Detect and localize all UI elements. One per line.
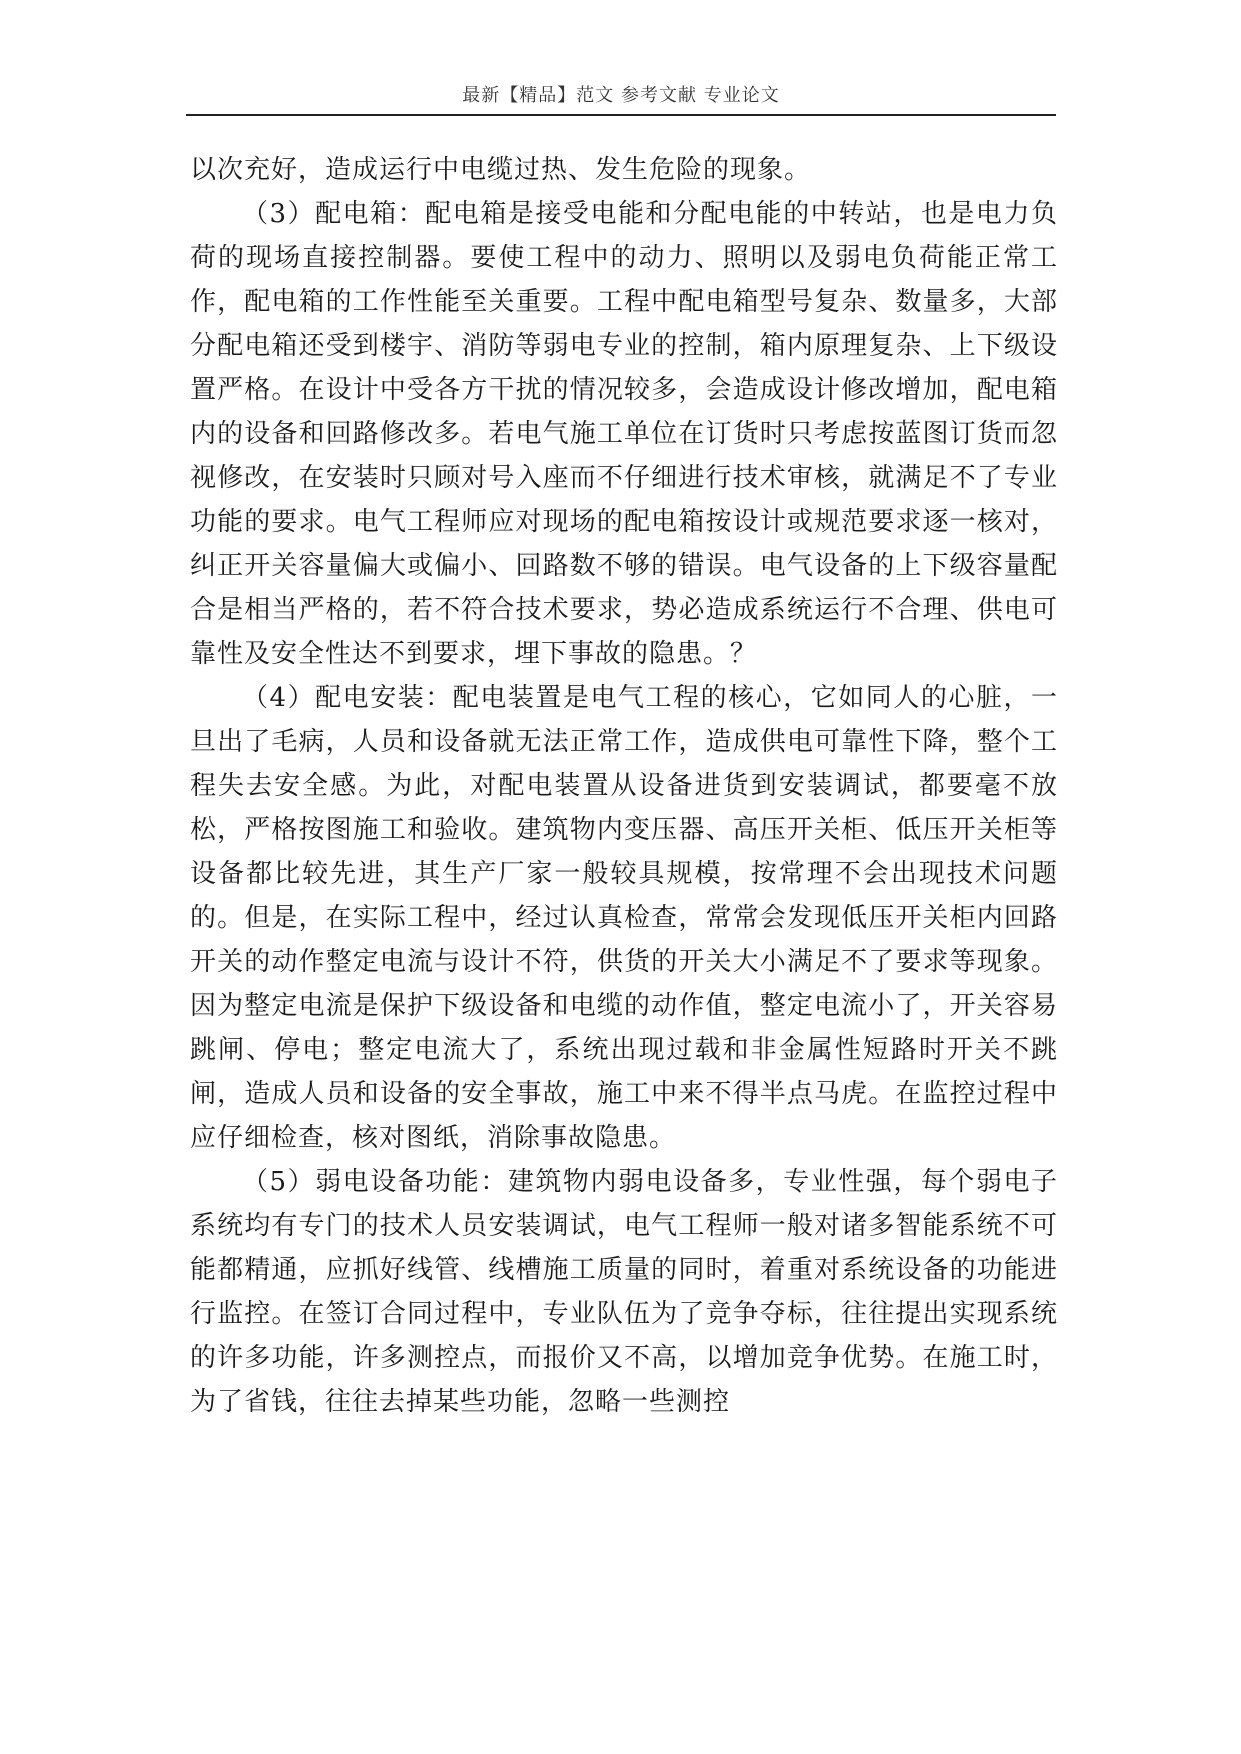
document-body [190,148,1058,1424]
page-header: 最新【精品】范文 参考文献 专业论文 [462,85,780,106]
header-divider [186,114,1056,116]
paragraph-continuation: 以次充好，造成运行中电缆过热、发生危险的现象。 [190,155,812,185]
paragraph-distribution-installation: （4）配电安装：配电装置是电气工程的核心，它如同人的心脏，一旦出了毛病，人员和设备就无法正常工作，造成供电可靠性下降，整个工程失去安全感。为此，对配电装置从设备进货到安装调试，都要毫不放松，严格按图施工和验收。建筑物内变压器、高压开关柜、低压开关柜等设备都比较先进，其生产厂家一般较具规模，按常理不会出现技术问题的。但是，在实际工程中，经过认真检查，常常会发现低压开关柜内回路开关的动作整定电流与设计不符，供货的开关大小满足不了要求等现象。因为整定电流是保护下级设备和电缆的动作值，整定电流小了，开关容易跳闸、停电；整定电流大了，系统出现过载和非金属性短路时开关不跳闸，造成人员和设备的安全事故，施工中来不得半点马虎。在监控过程中应仔细检查，核对图纸，消除事故隐患。 [190,683,1058,1153]
paragraph-weak-current-equipment: （5）弱电设备功能：建筑物内弱电设备多，专业性强，每个弱电子系统均有专门的技术人员安装调试，电气工程师一般对诸多智能系统不可能都精通，应抓好线管、线槽施工质量的同时，着重对系统设备的功能进行监控。在签订合同过程中，专业队伍为了竞争夺标，往往提出实现系统的许多功能，许多测控点，而报价又不高，以增加竞争优势。在施工时，为了省钱，往往去掉某些功能，忽略一些测控 [190,1167,1058,1417]
paragraph-distribution-box: （3）配电箱：配电箱是接受电能和分配电能的中转站，也是电力负荷的现场直接控制器。要使工程中的动力、照明以及弱电负荷能正常工作，配电箱的工作性能至关重要。工程中配电箱型号复杂、数量多，大部分配电箱还受到楼宇、消防等弱电专业的控制，箱内原理复杂、上下级设置严格。在设计中受各方干扰的情况较多，会造成设计修改增加，配电箱内的设备和回路修改多。若电气施工单位在订货时只考虑按蓝图订货而忽视修改，在安装时只顾对号入座而不仔细进行技术审核，就满足不了专业功能的要求。电气工程师应对现场的配电箱按设计或规范要求逐一核对，纠正开关容量偏大或偏小、回路数不够的错误。电气设备的上下级容量配合是相当严格的，若不符合技术要求，势必造成系统运行不合理、供电可靠性及安全性达不到要求，埋下事故的隐患。？ [190,199,1058,669]
